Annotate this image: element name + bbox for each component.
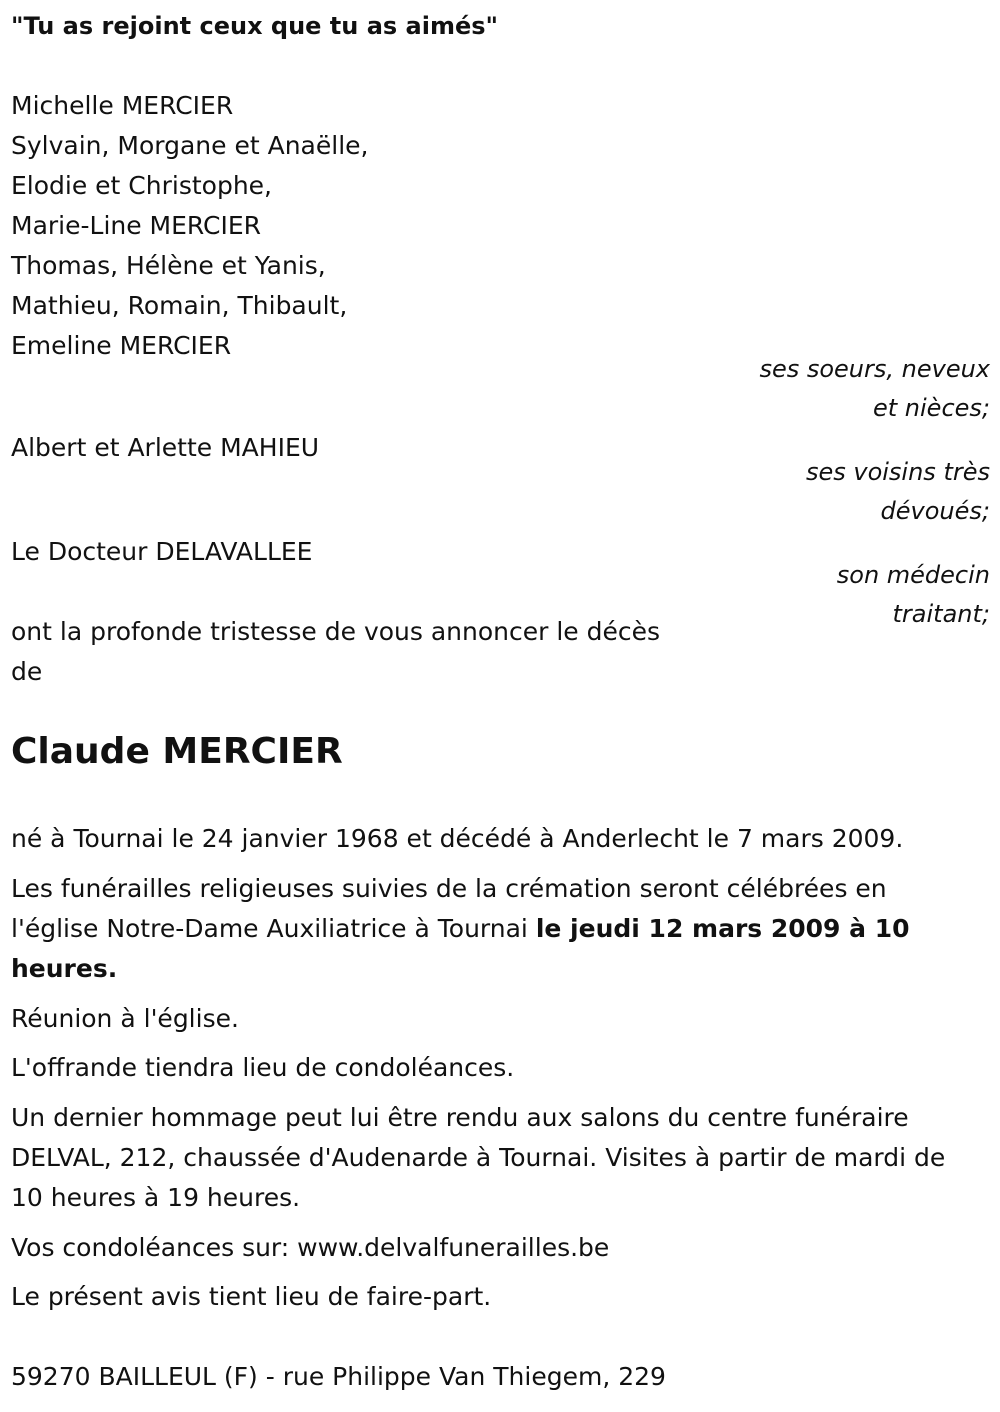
neighbors-relationship-line: dévoués; bbox=[880, 497, 990, 525]
family-relationship-line: et nièces; bbox=[873, 394, 990, 422]
family-relationship bbox=[690, 350, 990, 428]
offering-info: L'offrande tiendra lieu de condoléances. bbox=[11, 1053, 515, 1082]
neighbors-relationship-line: ses voisins très bbox=[805, 458, 990, 486]
birth-death-dates: né à Tournai le 24 janvier 1968 et décédé à Anderlecht le 7 mars 2009. bbox=[11, 824, 904, 853]
family-line: Michelle MERCIER bbox=[11, 91, 234, 120]
family-line: Thomas, Hélène et Yanis, bbox=[11, 251, 326, 280]
tribute-info: Un dernier hommage peut lui être rendu aux salons du centre funéraire DELVAL, 212, chaussée d'Audenarde à Tournai. Visites à partir de mardi de 10 heures à 19 heures. bbox=[11, 1103, 946, 1212]
condolences-info: Vos condoléances sur: www.delvalfunerailles.be bbox=[11, 1233, 610, 1262]
family-line: Sylvain, Morgane et Anaëlle, bbox=[11, 131, 369, 160]
announcement-de: de bbox=[11, 657, 43, 686]
announcement-text: ont la profonde tristesse de vous annoncer le décès bbox=[11, 617, 661, 646]
doctor-name: Le Docteur DELAVALLEE bbox=[11, 537, 313, 566]
funeral-text: Les funérailles religieuses suivies de la crémation seront célébrées en l'église Notre-Dame Auxiliatrice à Tournai bbox=[11, 874, 887, 943]
epitaph-quote: "Tu as rejoint ceux que tu as aimés" bbox=[11, 12, 499, 40]
deceased-name: Claude MERCIER bbox=[11, 731, 343, 772]
notice-text: Le présent avis tient lieu de faire-part. bbox=[11, 1282, 492, 1311]
doctor-relationship bbox=[690, 556, 990, 634]
doctor-relationship-line: son médecin bbox=[836, 561, 990, 589]
family-line: Mathieu, Romain, Thibault, bbox=[11, 291, 348, 320]
family-address: 59270 BAILLEUL (F) - rue Philippe Van Thiegem, 229 bbox=[11, 1362, 666, 1391]
doctor-relationship-line: traitant; bbox=[892, 600, 990, 628]
family-line: Marie-Line MERCIER bbox=[11, 211, 262, 240]
neighbors-relationship bbox=[690, 453, 990, 531]
neighbors-names: Albert et Arlette MAHIEU bbox=[11, 433, 320, 462]
family-relationship-line: ses soeurs, neveux bbox=[759, 355, 990, 383]
family-line: Elodie et Christophe, bbox=[11, 171, 272, 200]
meeting-info: Réunion à l'église. bbox=[11, 1004, 239, 1033]
family-line: Emeline MERCIER bbox=[11, 331, 232, 360]
funeral-details bbox=[11, 869, 971, 989]
funeral-date: le jeudi 12 mars 2009 à 10 heures. bbox=[11, 914, 910, 983]
